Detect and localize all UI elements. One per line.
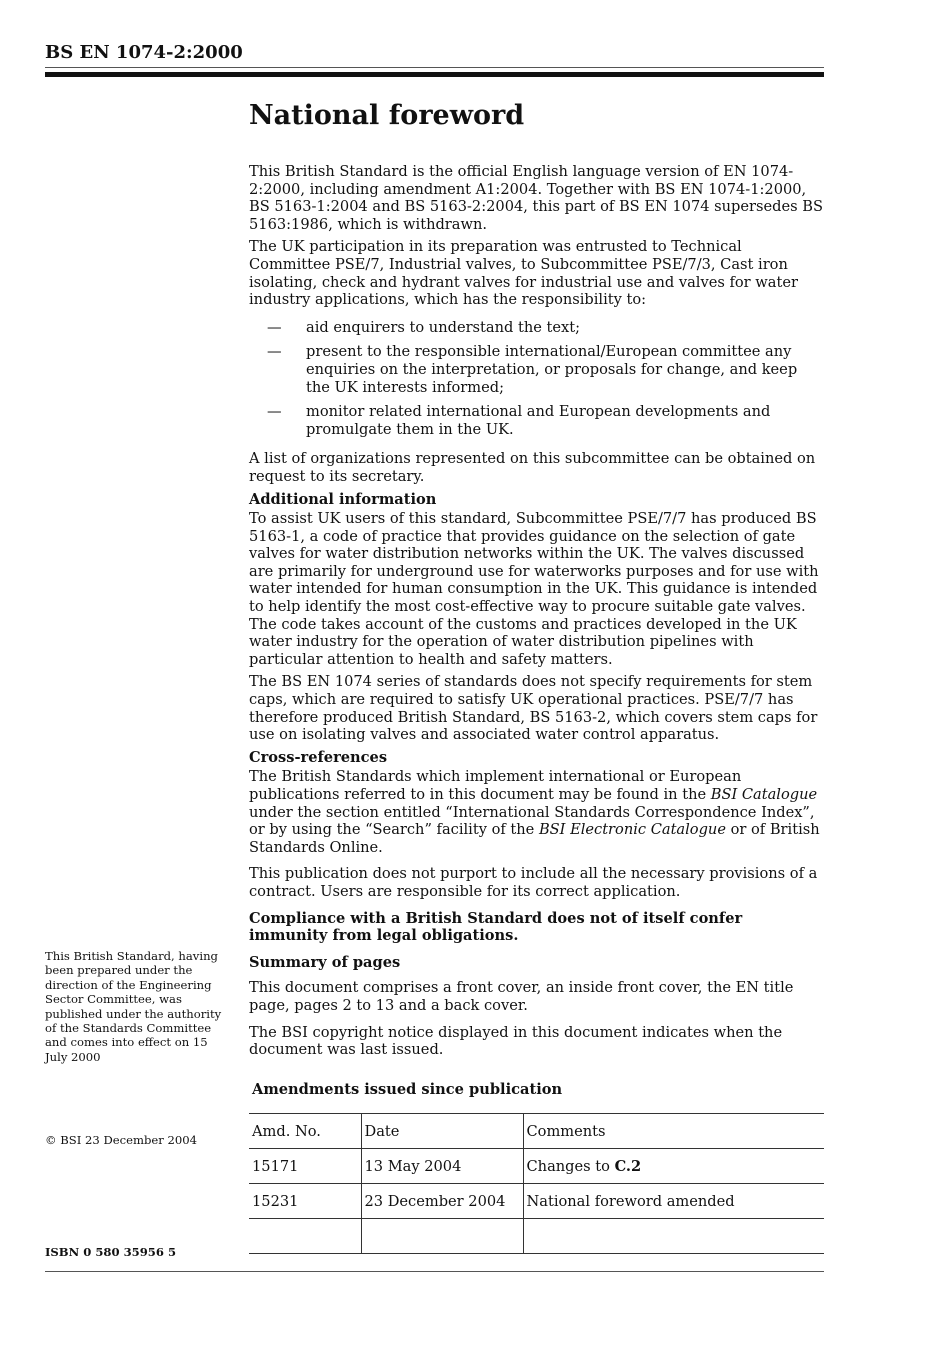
additional-paragraph-2: The BS EN 1074 series of standards does not specify requirements for stem caps, which are required to satisfy UK operational practices. PSE/7/7 has therefore produced British Standard, BS 5163-2, which covers stem caps for use on isolating valves and associated water control apparatus. xyxy=(249,673,818,744)
footer-rule xyxy=(45,1271,824,1272)
comments-cell xyxy=(523,1149,824,1184)
empty-cell xyxy=(361,1219,523,1254)
additional-information-heading: Additional information xyxy=(249,490,437,508)
list-item xyxy=(249,343,824,396)
main-text xyxy=(249,163,824,1064)
header-amd-no: Amd. No. xyxy=(249,1114,361,1149)
cross-references-heading: Cross-references xyxy=(249,748,388,766)
summary-paragraph-2: The BSI copyright notice displayed in this document indicates when the document was last issued. xyxy=(249,1023,783,1059)
header-date: Date xyxy=(361,1114,523,1149)
comment-clause: C.2 xyxy=(614,1157,642,1175)
list-item xyxy=(249,403,824,438)
document-code: BS EN 1074-2:2000 xyxy=(45,42,243,63)
date-cell: 13 May 2004 xyxy=(361,1149,523,1184)
crossref-text-b: under the section entitled “International Standards Correspondence Index”, or by using the “Search” facility of the xyxy=(249,803,815,839)
summary-of-pages-heading: Summary of pages xyxy=(249,953,401,971)
table-row-empty xyxy=(249,1219,824,1254)
dash-marker: — xyxy=(267,318,282,336)
page-title: National foreword xyxy=(249,100,525,131)
compliance-statement: Compliance with a British Standard does not of itself confer immunity from legal obligations. xyxy=(249,909,743,945)
cross-references-paragraph-2: This publication does not purport to include all the necessary provisions of a contract. Users are responsible for its correct application. xyxy=(249,865,818,900)
header-thin-rule xyxy=(45,67,824,68)
intro-paragraph-3: A list of organizations represented on this subcommittee can be obtained on request to its secretary. xyxy=(249,450,816,485)
list-item-text: aid enquirers to understand the text; xyxy=(306,318,581,336)
bsi-electronic-catalogue-title: BSI Electronic Catalogue xyxy=(538,821,726,839)
comment-text: National foreword amended xyxy=(526,1192,735,1210)
intro-paragraph-1: This British Standard is the official English language version of EN 1074-2:2000, including amendment A1:2004. Together with BS EN 1074-1:2000, BS 5163-1:2004 and BS 5163-2:2004, this part of BS EN 1074 supersedes BS 5163:1986, which is withdrawn. xyxy=(249,163,823,233)
date-cell: 23 December 2004 xyxy=(361,1184,523,1219)
header-thick-rule xyxy=(45,72,824,77)
table-row xyxy=(249,1184,824,1219)
comments-cell xyxy=(523,1184,824,1219)
summary-paragraph-1: This document comprises a front cover, an inside front cover, the EN title page, pages 2 to 13 and a back cover. xyxy=(249,979,794,1014)
table-header-row xyxy=(249,1114,824,1149)
dash-marker: — xyxy=(267,343,282,361)
bsi-catalogue-title: BSI Catalogue xyxy=(710,786,818,803)
dash-marker: — xyxy=(267,403,282,421)
crossref-text-c: or of British Standards Online. xyxy=(249,821,820,856)
publication-note: This British Standard, having been prepared under the direction of the Engineering Sector Committee, was published under the authority of the Standards Committee and comes into effect on 15 July 2000 xyxy=(45,949,222,1064)
amendments-table xyxy=(249,1113,824,1254)
list-item-text: present to the responsible international/European committee any enquiries on the interpretation, or proposals for change, and keep the UK interests informed; xyxy=(306,343,798,396)
crossref-text-a: The British Standards which implement international or European publications referred to in this document may be found in the xyxy=(249,768,742,803)
empty-cell xyxy=(523,1219,824,1254)
copyright-notice: © BSI 23 December 2004 xyxy=(45,1133,197,1147)
additional-paragraph-1: To assist UK users of this standard, Subcommittee PSE/7/7 has produced BS 5163-1, a code of practice that provides guidance on the selection of gate valves for water distribution networks within the UK. The valves discussed are primarily for underground use for waterworks purposes and for use with water intended for human consumption in the UK. This guidance is intended to help identify the most cost-effective way to procure suitable gate valves. The code takes account of the customs and practices developed in the UK water industry for the operation of water distribution pipelines with particular attention to health and safety matters. xyxy=(249,510,819,668)
comment-text: Changes to xyxy=(526,1157,615,1175)
empty-cell xyxy=(249,1219,361,1254)
table-row xyxy=(249,1149,824,1184)
header-comments: Comments xyxy=(523,1114,824,1149)
amd-no-cell: 15231 xyxy=(249,1184,361,1219)
intro-paragraph-2: The UK participation in its preparation was entrusted to Technical Committee PSE/7, Industrial valves, to Subcommittee PSE/7/3, Cast iron isolating, check and hydrant valves for industrial use and valves for water industry applications, which has the responsibility to: xyxy=(249,238,798,309)
list-item-text: monitor related international and European developments and promulgate them in the UK. xyxy=(306,403,771,438)
amendments-title: Amendments issued since publication xyxy=(252,1081,563,1098)
amd-no-cell: 15171 xyxy=(249,1149,361,1184)
responsibility-list xyxy=(249,319,824,439)
list-item xyxy=(249,319,824,337)
isbn: ISBN 0 580 35956 5 xyxy=(45,1245,177,1259)
cross-references-paragraph-1 xyxy=(249,768,824,856)
